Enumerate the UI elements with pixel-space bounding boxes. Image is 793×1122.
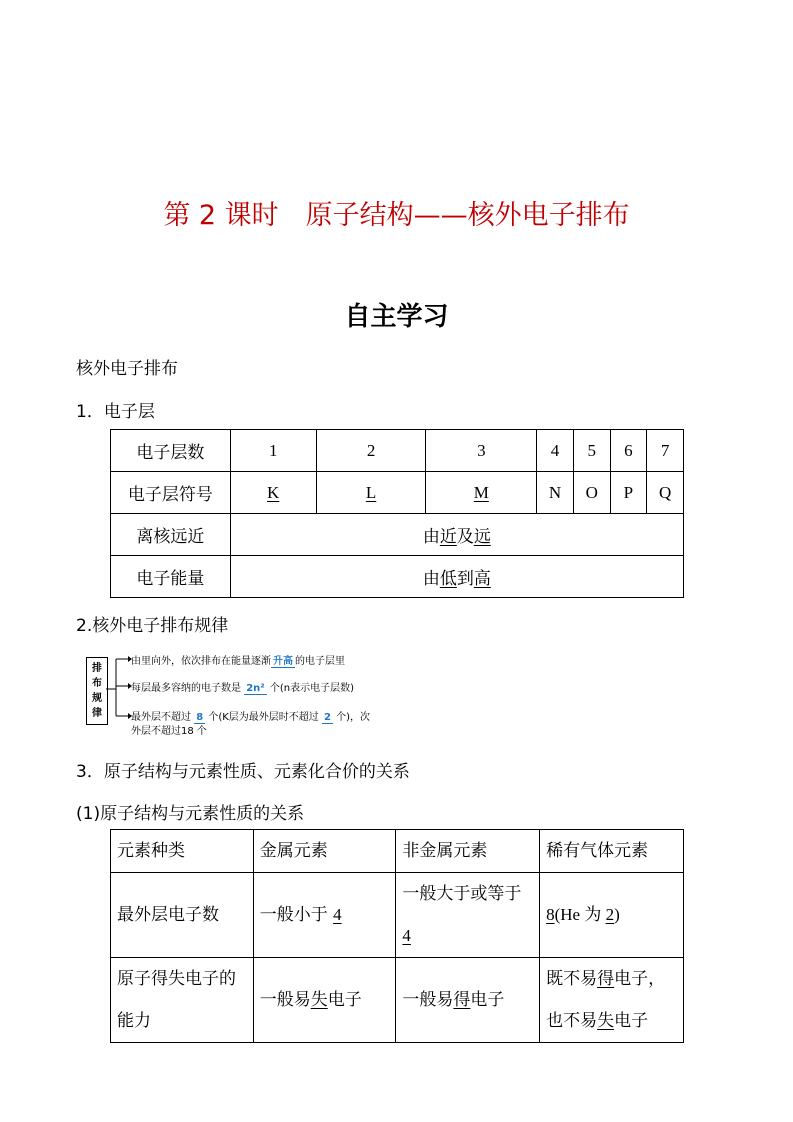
shell-symbol: K bbox=[267, 482, 280, 502]
answer: 高 bbox=[473, 569, 491, 589]
text: 一般小于 bbox=[259, 905, 334, 925]
text: 一般大于或等于 bbox=[402, 884, 522, 904]
row-label: 原子得失电子的能力 bbox=[111, 958, 254, 1043]
text: 由里向外，依次排布在能量逐渐 bbox=[131, 656, 271, 667]
text: 一般易 bbox=[402, 990, 454, 1010]
noble-electrons bbox=[540, 873, 684, 958]
text: 到 bbox=[456, 569, 474, 589]
energy-cell bbox=[230, 556, 683, 598]
rule-1 bbox=[131, 652, 345, 667]
shell-number: 4 bbox=[537, 430, 574, 472]
answer: 2 bbox=[324, 712, 331, 723]
item3-sub: (1)原子结构与元素性质的关系 bbox=[76, 804, 305, 824]
shell-symbol: M bbox=[473, 482, 489, 502]
bracket-lines bbox=[106, 652, 132, 722]
nonmetal-ability bbox=[396, 958, 540, 1043]
shell-number: 5 bbox=[573, 430, 610, 472]
rule-3 bbox=[131, 708, 370, 723]
answer: 2n² bbox=[246, 683, 265, 694]
text: 及 bbox=[456, 527, 474, 547]
lesson-title: 第 2 课时 原子结构——核外电子排布 bbox=[163, 200, 630, 231]
answer: 4 bbox=[402, 926, 411, 945]
answer: 8 bbox=[196, 712, 204, 723]
answer: 远 bbox=[473, 527, 491, 547]
text: 每层最多容纳的电子数是 bbox=[131, 683, 241, 694]
text: 既不易 bbox=[546, 969, 598, 989]
diagram-label bbox=[86, 657, 108, 725]
metal-electrons bbox=[253, 873, 396, 958]
answer: 失 bbox=[597, 1011, 615, 1031]
shell-symbol: L bbox=[365, 482, 377, 502]
section-heading: 核外电子排布 bbox=[76, 359, 178, 379]
metal-ability bbox=[253, 958, 396, 1043]
element-property-table bbox=[110, 829, 684, 1043]
shell-symbol: Q bbox=[647, 472, 684, 514]
answer: 得 bbox=[453, 990, 471, 1010]
shell-symbol: P bbox=[610, 472, 647, 514]
header-cell: 金属元素 bbox=[253, 830, 396, 873]
text: 电子 bbox=[470, 990, 505, 1010]
text: 由 bbox=[422, 569, 440, 589]
shell-number: 2 bbox=[316, 430, 426, 472]
answer: 近 bbox=[439, 527, 457, 547]
noble-ability bbox=[540, 958, 684, 1043]
distance-cell bbox=[230, 514, 683, 556]
text: 个(n表示电子层数) bbox=[269, 683, 354, 694]
shell-symbol: N bbox=[537, 472, 574, 514]
text: 一般易 bbox=[259, 990, 311, 1010]
answer: 8 bbox=[546, 905, 555, 924]
text: 的电子层里 bbox=[295, 656, 345, 667]
answer: 失 bbox=[310, 990, 328, 1010]
row-label: 最外层电子数 bbox=[111, 873, 254, 958]
header-cell: 稀有气体元素 bbox=[540, 830, 684, 873]
nonmetal-electrons bbox=[396, 873, 540, 958]
row-label: 离核远近 bbox=[111, 514, 231, 556]
diagram-label-text: 排布规律 bbox=[92, 663, 102, 719]
header-cell: 元素种类 bbox=[111, 830, 254, 873]
header-cell: 非金属元素 bbox=[396, 830, 540, 873]
text: 电子，也不易 bbox=[546, 969, 666, 1031]
rule-3-line2: 外层不超过18 个 bbox=[131, 726, 207, 737]
text: 最外层不超过 bbox=[131, 712, 191, 723]
row-label: 电子层符号 bbox=[111, 472, 231, 514]
answer: 升高 bbox=[273, 656, 293, 667]
text: 电子 bbox=[614, 1011, 649, 1031]
electron-shell-table bbox=[110, 429, 684, 598]
row-label: 电子层数 bbox=[111, 430, 231, 472]
text: 由 bbox=[422, 527, 440, 547]
shell-number: 1 bbox=[230, 430, 316, 472]
page-subtitle: 自主学习 bbox=[344, 302, 449, 332]
shell-symbol: O bbox=[573, 472, 610, 514]
answer: 低 bbox=[439, 569, 457, 589]
item1-heading: 1．电子层 bbox=[76, 402, 155, 422]
row-label: 电子能量 bbox=[111, 556, 231, 598]
shell-number: 6 bbox=[610, 430, 647, 472]
answer: 4 bbox=[333, 905, 342, 924]
item3-heading: 3．原子结构与元素性质、元素化合价的关系 bbox=[76, 762, 410, 782]
text: 个)，次 bbox=[336, 712, 371, 723]
item2-heading: 2.核外电子排布规律 bbox=[76, 616, 229, 636]
shell-number: 7 bbox=[647, 430, 684, 472]
text: 个(K层为最外层时不超过 bbox=[208, 712, 319, 723]
text: ) bbox=[614, 905, 620, 924]
answer: 2 bbox=[605, 905, 615, 924]
text: (He 为 bbox=[554, 905, 606, 924]
text: 电子 bbox=[327, 990, 362, 1010]
answer: 得 bbox=[597, 969, 615, 989]
shell-number: 3 bbox=[426, 430, 537, 472]
rule-2 bbox=[131, 679, 354, 694]
